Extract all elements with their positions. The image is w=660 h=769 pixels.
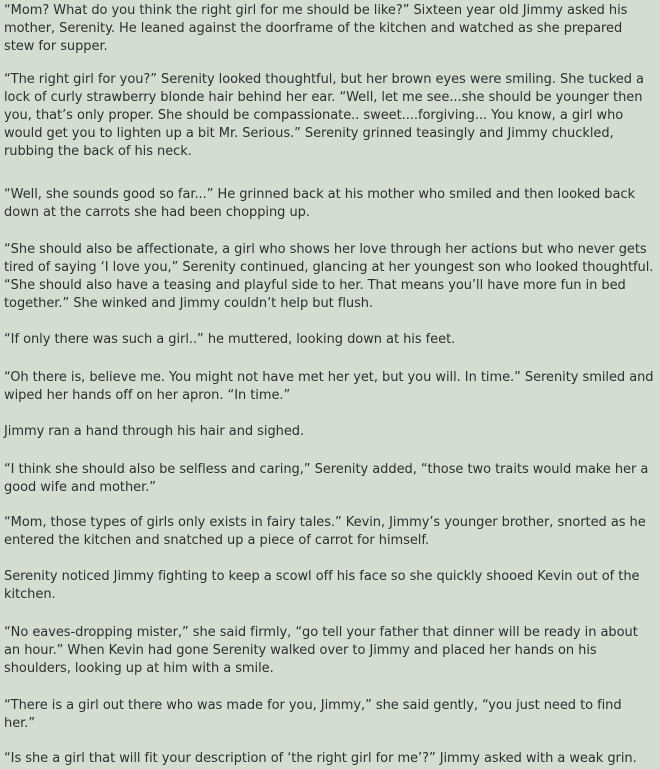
- story-paragraph: Jimmy ran a hand through his hair and sighed.: [4, 424, 305, 439]
- story-paragraph: “Mom? What do you think the right girl for me should be like?” Sixteen year old Jimmy asked his mother, Serenity. He leaned against the doorframe of the kitchen and watched as she prepared stew for supper.: [4, 3, 628, 54]
- story-paragraph: “The right girl for you?” Serenity looked thoughtful, but her brown eyes were smiling. She tucked a lock of curly strawberry blonde hair behind her ear. “Well, let me see...she should be younger then you, that’s only proper. She should be compassionate.. sweet....forgiving... You know, a girl who would get you to lighten up a bit Mr. Serious.” Serenity grinned teasingly and Jimmy chuckled, rubbing the back of his neck.: [4, 72, 644, 159]
- story-paragraph: “I think she should also be selfless and caring,” Serenity added, “those two traits would make her a good wife and mother.”: [4, 462, 649, 495]
- story-paragraph: “No eaves-dropping mister,” she said firmly, “go tell your father that dinner will be ready in about an hour.” When Kevin had gone Serenity walked over to Jimmy and placed her hands on his shoulders, looking up at him with a smile.: [4, 625, 638, 676]
- story-paragraph: “She should also be affectionate, a girl who shows her love through her actions but who never gets tired of saying ‘I love you,” Serenity continued, glancing at her youngest son who looked thoughtful. “She should also have a teasing and playful side to her. That means you’ll have more fun in bed together.” She winked and Jimmy couldn’t help but flush.: [4, 242, 654, 311]
- story-paragraph: “Well, she sounds good so far...” He grinned back at his mother who smiled and then looked back down at the carrots she had been chopping up.: [4, 187, 635, 220]
- story-paragraph: Serenity noticed Jimmy fighting to keep a scowl off his face so she quickly shooed Kevin out of the kitchen.: [4, 569, 640, 602]
- story-paragraph: “Is she a girl that will fit your description of ‘the right girl for me’?” Jimmy asked with a weak grin.: [4, 751, 637, 766]
- story-paragraph: “If only there was such a girl..” he muttered, looking down at his feet.: [4, 332, 456, 347]
- story-paragraph: “Mom, those types of girls only exists in fairy tales.” Kevin, Jimmy’s younger brother, snorted as he entered the kitchen and snatched up a piece of carrot for himself.: [4, 515, 646, 548]
- story-paragraph: “Oh there is, believe me. You might not have met her yet, but you will. In time.” Serenity smiled and wiped her hands off on her apron. “In time.”: [4, 370, 654, 403]
- story-paragraph: “There is a girl out there who was made for you, Jimmy,” she said gently, “you just need to find her.”: [4, 698, 622, 731]
